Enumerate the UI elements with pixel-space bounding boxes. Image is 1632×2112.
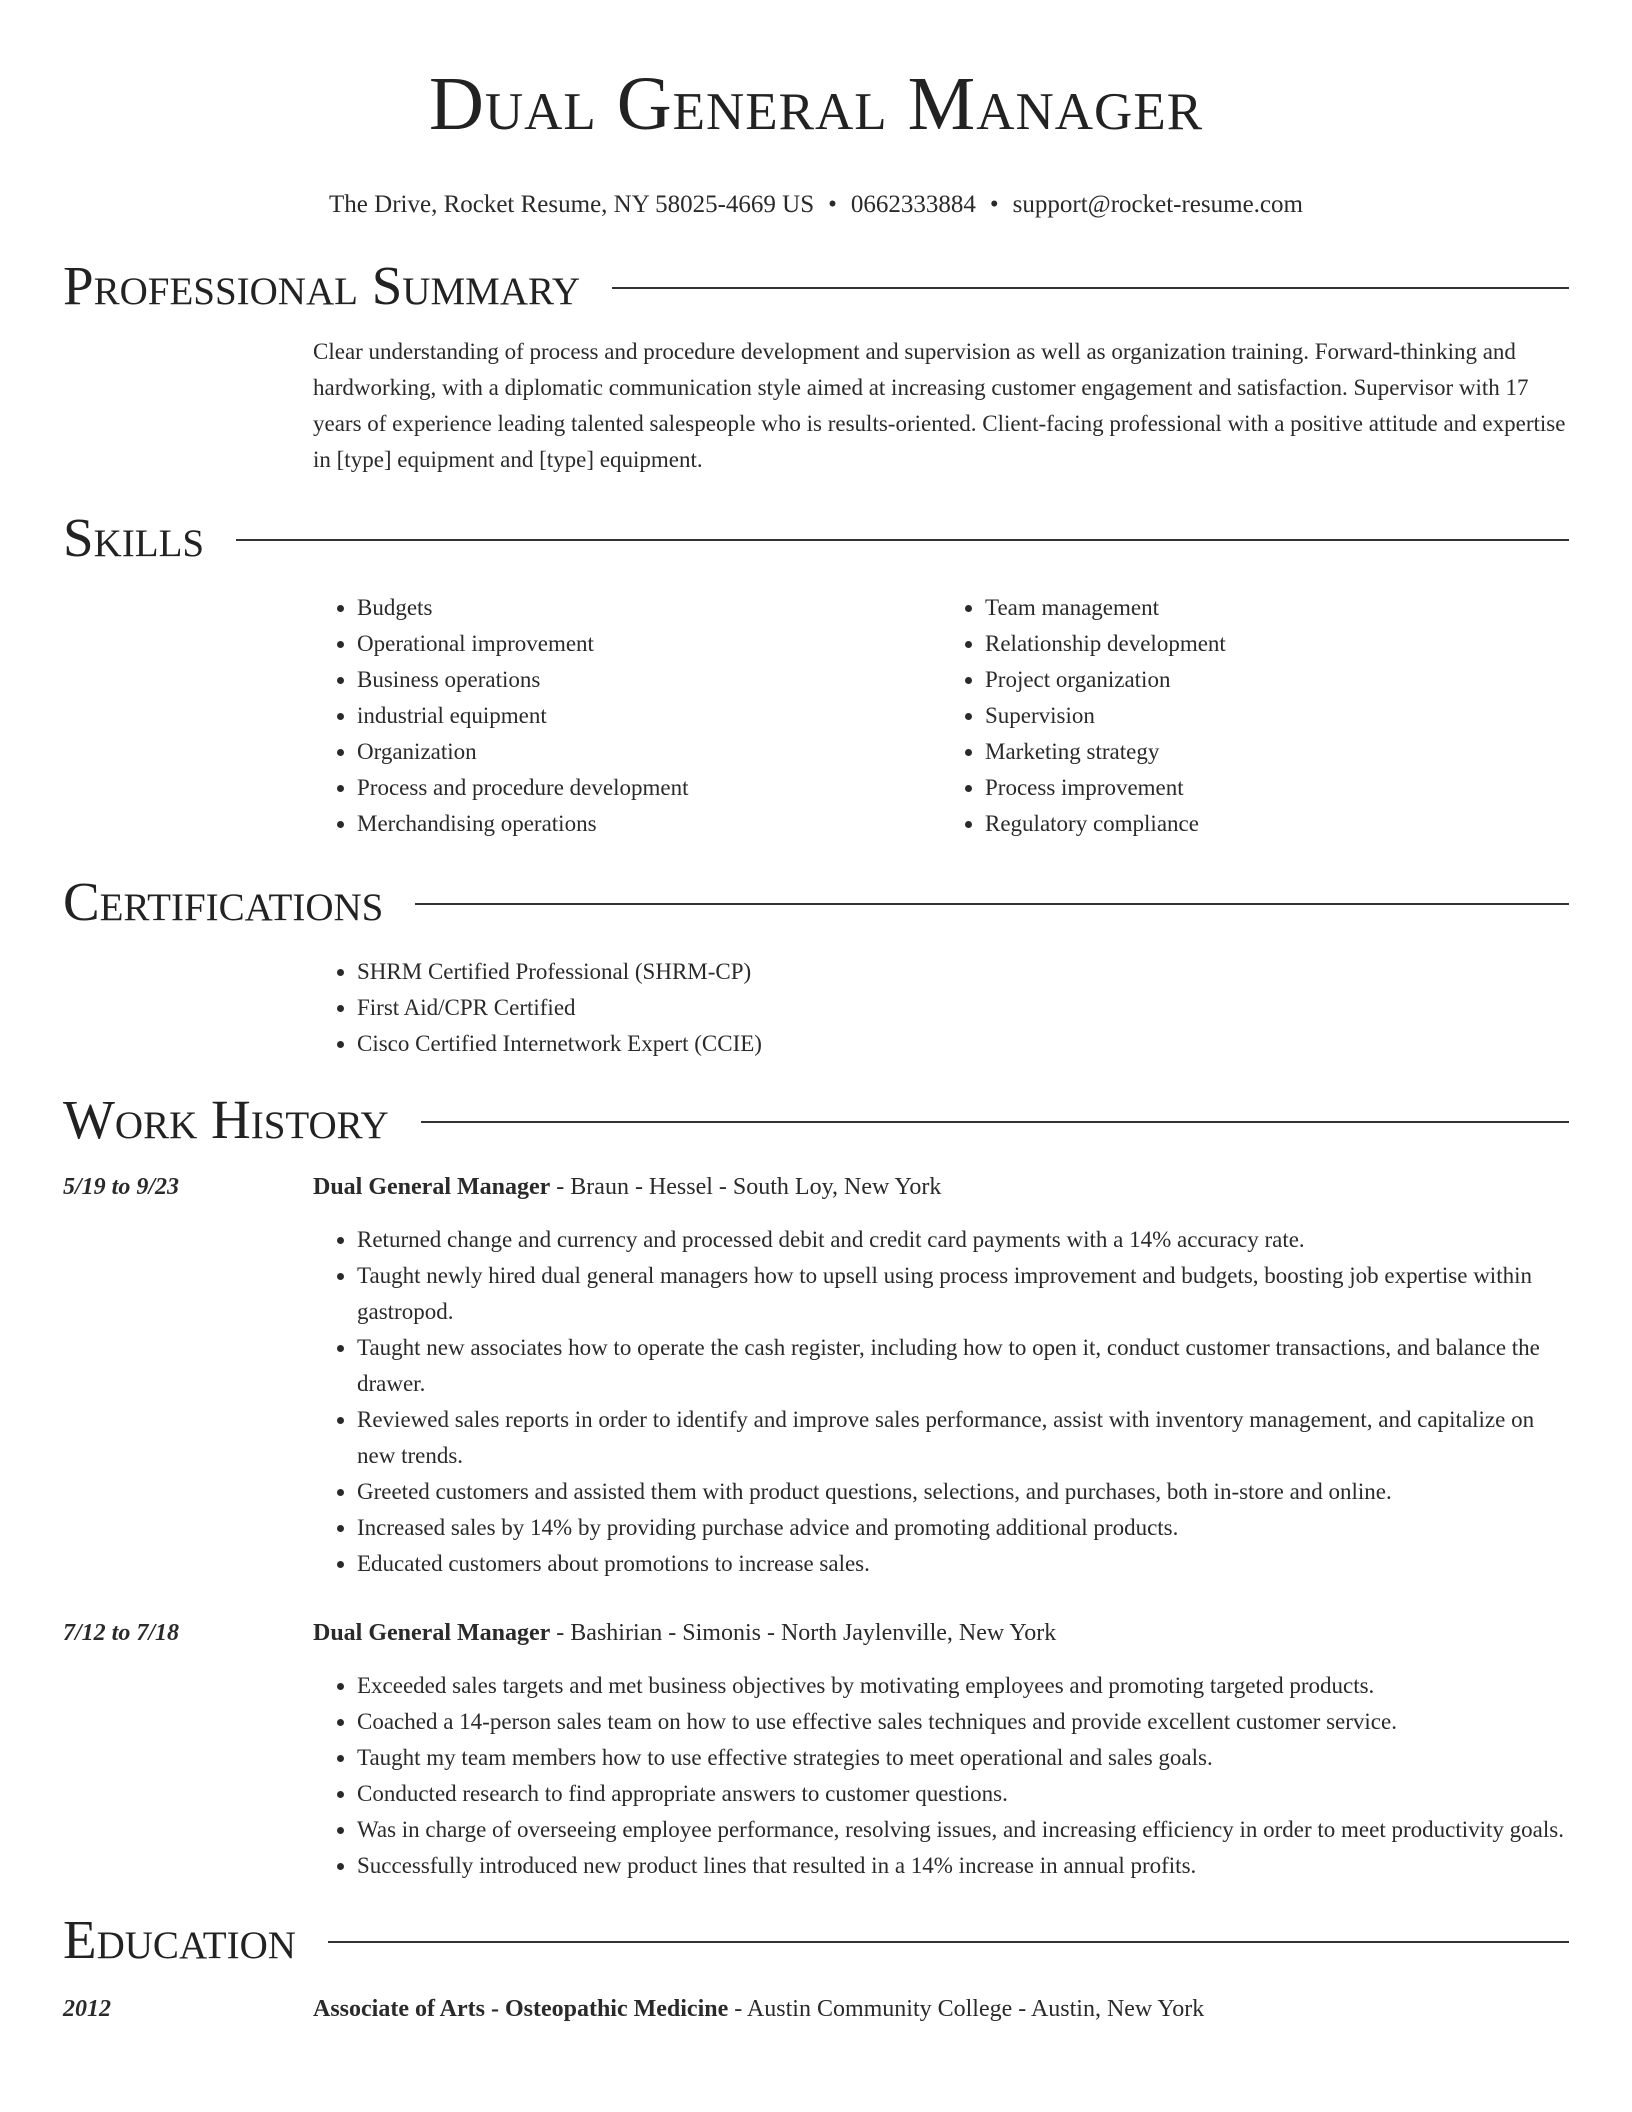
section-divider xyxy=(415,903,1569,905)
job-bullet: • Returned change and currency and processed debit and credit card payments with a 14% accuracy rate. xyxy=(357,1222,1569,1258)
job-heading xyxy=(63,1170,1569,1204)
education-header xyxy=(63,1910,1569,1970)
education-heading xyxy=(63,1992,1569,2026)
job-bullet: • Taught newly hired dual general managers how to upsell using process improvement and budgets, boosting job expertise within gastropod. xyxy=(357,1258,1569,1330)
section-divider xyxy=(236,539,1569,541)
skill-item: • Regulatory compliance xyxy=(985,806,1569,842)
education-degree: Associate of Arts - Osteopathic Medicine xyxy=(313,1996,729,2022)
skill-item: • Relationship development xyxy=(985,626,1569,662)
certification-item: • First Aid/CPR Certified xyxy=(357,990,1569,1026)
certification-item: • Cisco Certified Internetwork Expert (CCIE) xyxy=(357,1026,1569,1062)
job-bullet: • Exceeded sales targets and met business objectives by motivating employees and promoting targeted products. xyxy=(357,1668,1569,1704)
skill-item: • Supervision xyxy=(985,698,1569,734)
skill-item: • industrial equipment xyxy=(357,698,941,734)
skill-item: • Team management xyxy=(985,590,1569,626)
job-title: Dual General Manager xyxy=(313,1174,551,1200)
job-dates: 5/19 to 9/23 xyxy=(63,1174,180,1200)
skills-column-left xyxy=(313,590,941,842)
skill-item: • Project organization xyxy=(985,662,1569,698)
section-divider xyxy=(328,1941,1569,1943)
skill-item: • Merchandising operations xyxy=(357,806,941,842)
skill-item: • Budgets xyxy=(357,590,941,626)
job-bullet: • Taught my team members how to use effective strategies to meet operational and sales goals. xyxy=(357,1740,1569,1776)
job-bullet: • Reviewed sales reports in order to identify and improve sales performance, assist with inventory management, and capitalize on new trends. xyxy=(357,1402,1569,1474)
section-divider xyxy=(421,1121,1569,1123)
work-history-title: Work History xyxy=(63,1089,389,1150)
job-title: Dual General Manager xyxy=(313,1620,551,1646)
job-heading xyxy=(63,1616,1569,1650)
separator-dot: • xyxy=(828,191,837,218)
skill-item: • Organization xyxy=(357,734,941,770)
skills-header xyxy=(63,508,1569,568)
skills-column-right xyxy=(941,590,1569,842)
job-bullets xyxy=(313,1222,1569,1582)
skill-item: • Operational improvement xyxy=(357,626,941,662)
skills-title: Skills xyxy=(63,507,205,568)
education-school: - Austin Community College - Austin, New York xyxy=(728,1996,1205,2022)
job-bullet: • Successfully introduced new product lines that resulted in a 14% increase in annual profits. xyxy=(357,1848,1569,1884)
phone: 0662333884 xyxy=(850,191,976,218)
certifications-list xyxy=(313,954,1569,1062)
address: The Drive, Rocket Resume, NY 58025-4669 US xyxy=(329,191,815,218)
certifications-header xyxy=(63,872,1569,932)
education-title: Education xyxy=(63,1909,296,1970)
email[interactable]: support@rocket-resume.com xyxy=(1012,191,1303,218)
work-history-header xyxy=(63,1090,1569,1150)
candidate-name: Dual General Manager xyxy=(428,62,1204,146)
job-bullet: • Greeted customers and assisted them with product questions, selections, and purchases, both in-store and online. xyxy=(357,1474,1569,1510)
job-employer: - Braun - Hessel - South Loy, New York xyxy=(550,1174,942,1200)
skill-item: • Marketing strategy xyxy=(985,734,1569,770)
summary-title: Professional Summary xyxy=(63,255,581,316)
certification-item: • SHRM Certified Professional (SHRM-CP) xyxy=(357,954,1569,990)
job-bullet: • Increased sales by 14% by providing purchase advice and promoting additional products. xyxy=(357,1510,1569,1546)
job-entry xyxy=(63,1616,1569,1884)
job-line xyxy=(313,1616,1056,1650)
job-bullet: • Taught new associates how to operate the cash register, including how to open it, conduct customer transactions, and balance the drawer. xyxy=(357,1330,1569,1402)
job-bullets xyxy=(313,1668,1569,1884)
summary-text: Clear understanding of process and procedure development and supervision as well as organization training. Forward-thinking and hardworking, with a diplomatic communication style aimed at increasing customer engagement and satisfaction. Supervisor with 17 years of experience leading talented salespeople who is results-oriented. Client-facing professional with a positive attitude and expertise in [type] equipment and [type] equipment. xyxy=(313,339,1566,472)
contact-line xyxy=(63,190,1569,220)
skill-item: • Process improvement xyxy=(985,770,1569,806)
job-bullet: • Educated customers about promotions to increase sales. xyxy=(357,1546,1569,1582)
certifications-title: Certifications xyxy=(63,871,384,932)
education-year: 2012 xyxy=(63,1996,111,2022)
skill-item: • Process and procedure development xyxy=(357,770,941,806)
job-entry xyxy=(63,1170,1569,1582)
job-bullet: • Coached a 14-person sales team on how to use effective sales techniques and provide excellent customer service. xyxy=(357,1704,1569,1740)
skill-item: • Business operations xyxy=(357,662,941,698)
job-bullet: • Conducted research to find appropriate answers to customer questions. xyxy=(357,1776,1569,1812)
job-employer: - Bashirian - Simonis - North Jaylenville, New York xyxy=(550,1620,1057,1646)
job-bullet: • Was in charge of overseeing employee performance, resolving issues, and increasing efficiency in order to meet productivity goals. xyxy=(357,1812,1569,1848)
skills-list xyxy=(313,590,1569,842)
separator-dot: • xyxy=(989,191,999,218)
summary-header xyxy=(63,256,1569,316)
section-divider xyxy=(612,287,1569,289)
education-entry xyxy=(63,1992,1569,2026)
job-dates: 7/12 to 7/18 xyxy=(63,1620,180,1646)
job-line xyxy=(313,1170,941,1204)
education-line xyxy=(313,1992,1204,2026)
